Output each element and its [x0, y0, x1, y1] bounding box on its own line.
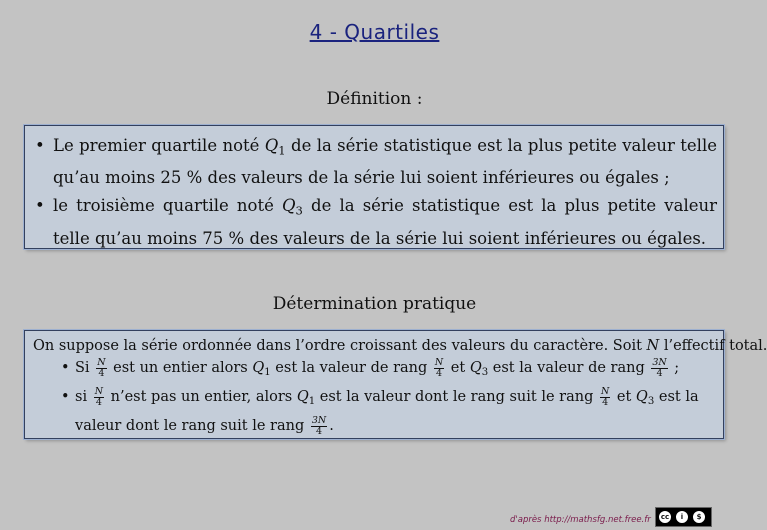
fraction: $\frac{N}{4}$ — [434, 356, 444, 379]
practical-item-integer: • Si $\frac{N}{4}$ est un entier alors $Q_1$ est la valeur de rang $\frac{N}{4}$ et $Q_3$ est la valeur de rang $\frac{3N}{4}$ ; — [59, 356, 717, 385]
fraction: $\frac{N}{4}$ — [97, 356, 106, 379]
credit-link[interactable]: d'après http://mathsfg.net.free.fr — [510, 515, 651, 525]
page-title: 4 - Quartiles — [309, 20, 440, 44]
bullet-icon: • — [61, 360, 70, 376]
definition-item-q1: • Le premier quartile noté $Q_1$ de la série statistique est la plus petite valeur telle qu’au moins 25 % des valeurs de la série lui soient inférieures ou égales ; — [33, 132, 717, 192]
fraction: $\frac{3N}{4}$ — [311, 414, 327, 437]
practical-box — [24, 330, 767, 439]
fraction: $\frac{N}{4}$ — [600, 385, 610, 408]
practical-intro: On suppose la série ordonnée dans l’ordre croissant des valeurs du caractère. Soit N l’effectif total. — [33, 338, 767, 354]
fraction: $\frac{N}{4}$ — [94, 385, 104, 408]
practical-heading: Détermination pratique — [272, 294, 477, 314]
creative-commons-by-nc-sa-icon[interactable]: cc i $ — [655, 507, 712, 527]
bullet-icon: • — [61, 389, 70, 406]
definition-heading: Définition : — [326, 89, 423, 109]
fraction: $\frac{3N}{4}$ — [652, 356, 667, 379]
definition-box — [24, 125, 724, 249]
bullet-icon: • — [35, 136, 45, 155]
bullet-icon: • — [35, 196, 45, 216]
practical-item-non-integer: • si $\frac{N}{4}$ n’est pas un entier, alors $Q_1$ est la valeur dont le rang suit le rang $\frac{N}{4}$ et $Q_3$ est la valeur dont le rang suit le rang $\frac{3N}{4}$ . — [61, 385, 699, 437]
definition-item-q3: • le troisième quartile noté $Q_3$ de la série statistique est la plus petite valeur telle qu’au moins 75 % des valeurs de la série lui soient inférieures ou égales. — [33, 192, 717, 252]
